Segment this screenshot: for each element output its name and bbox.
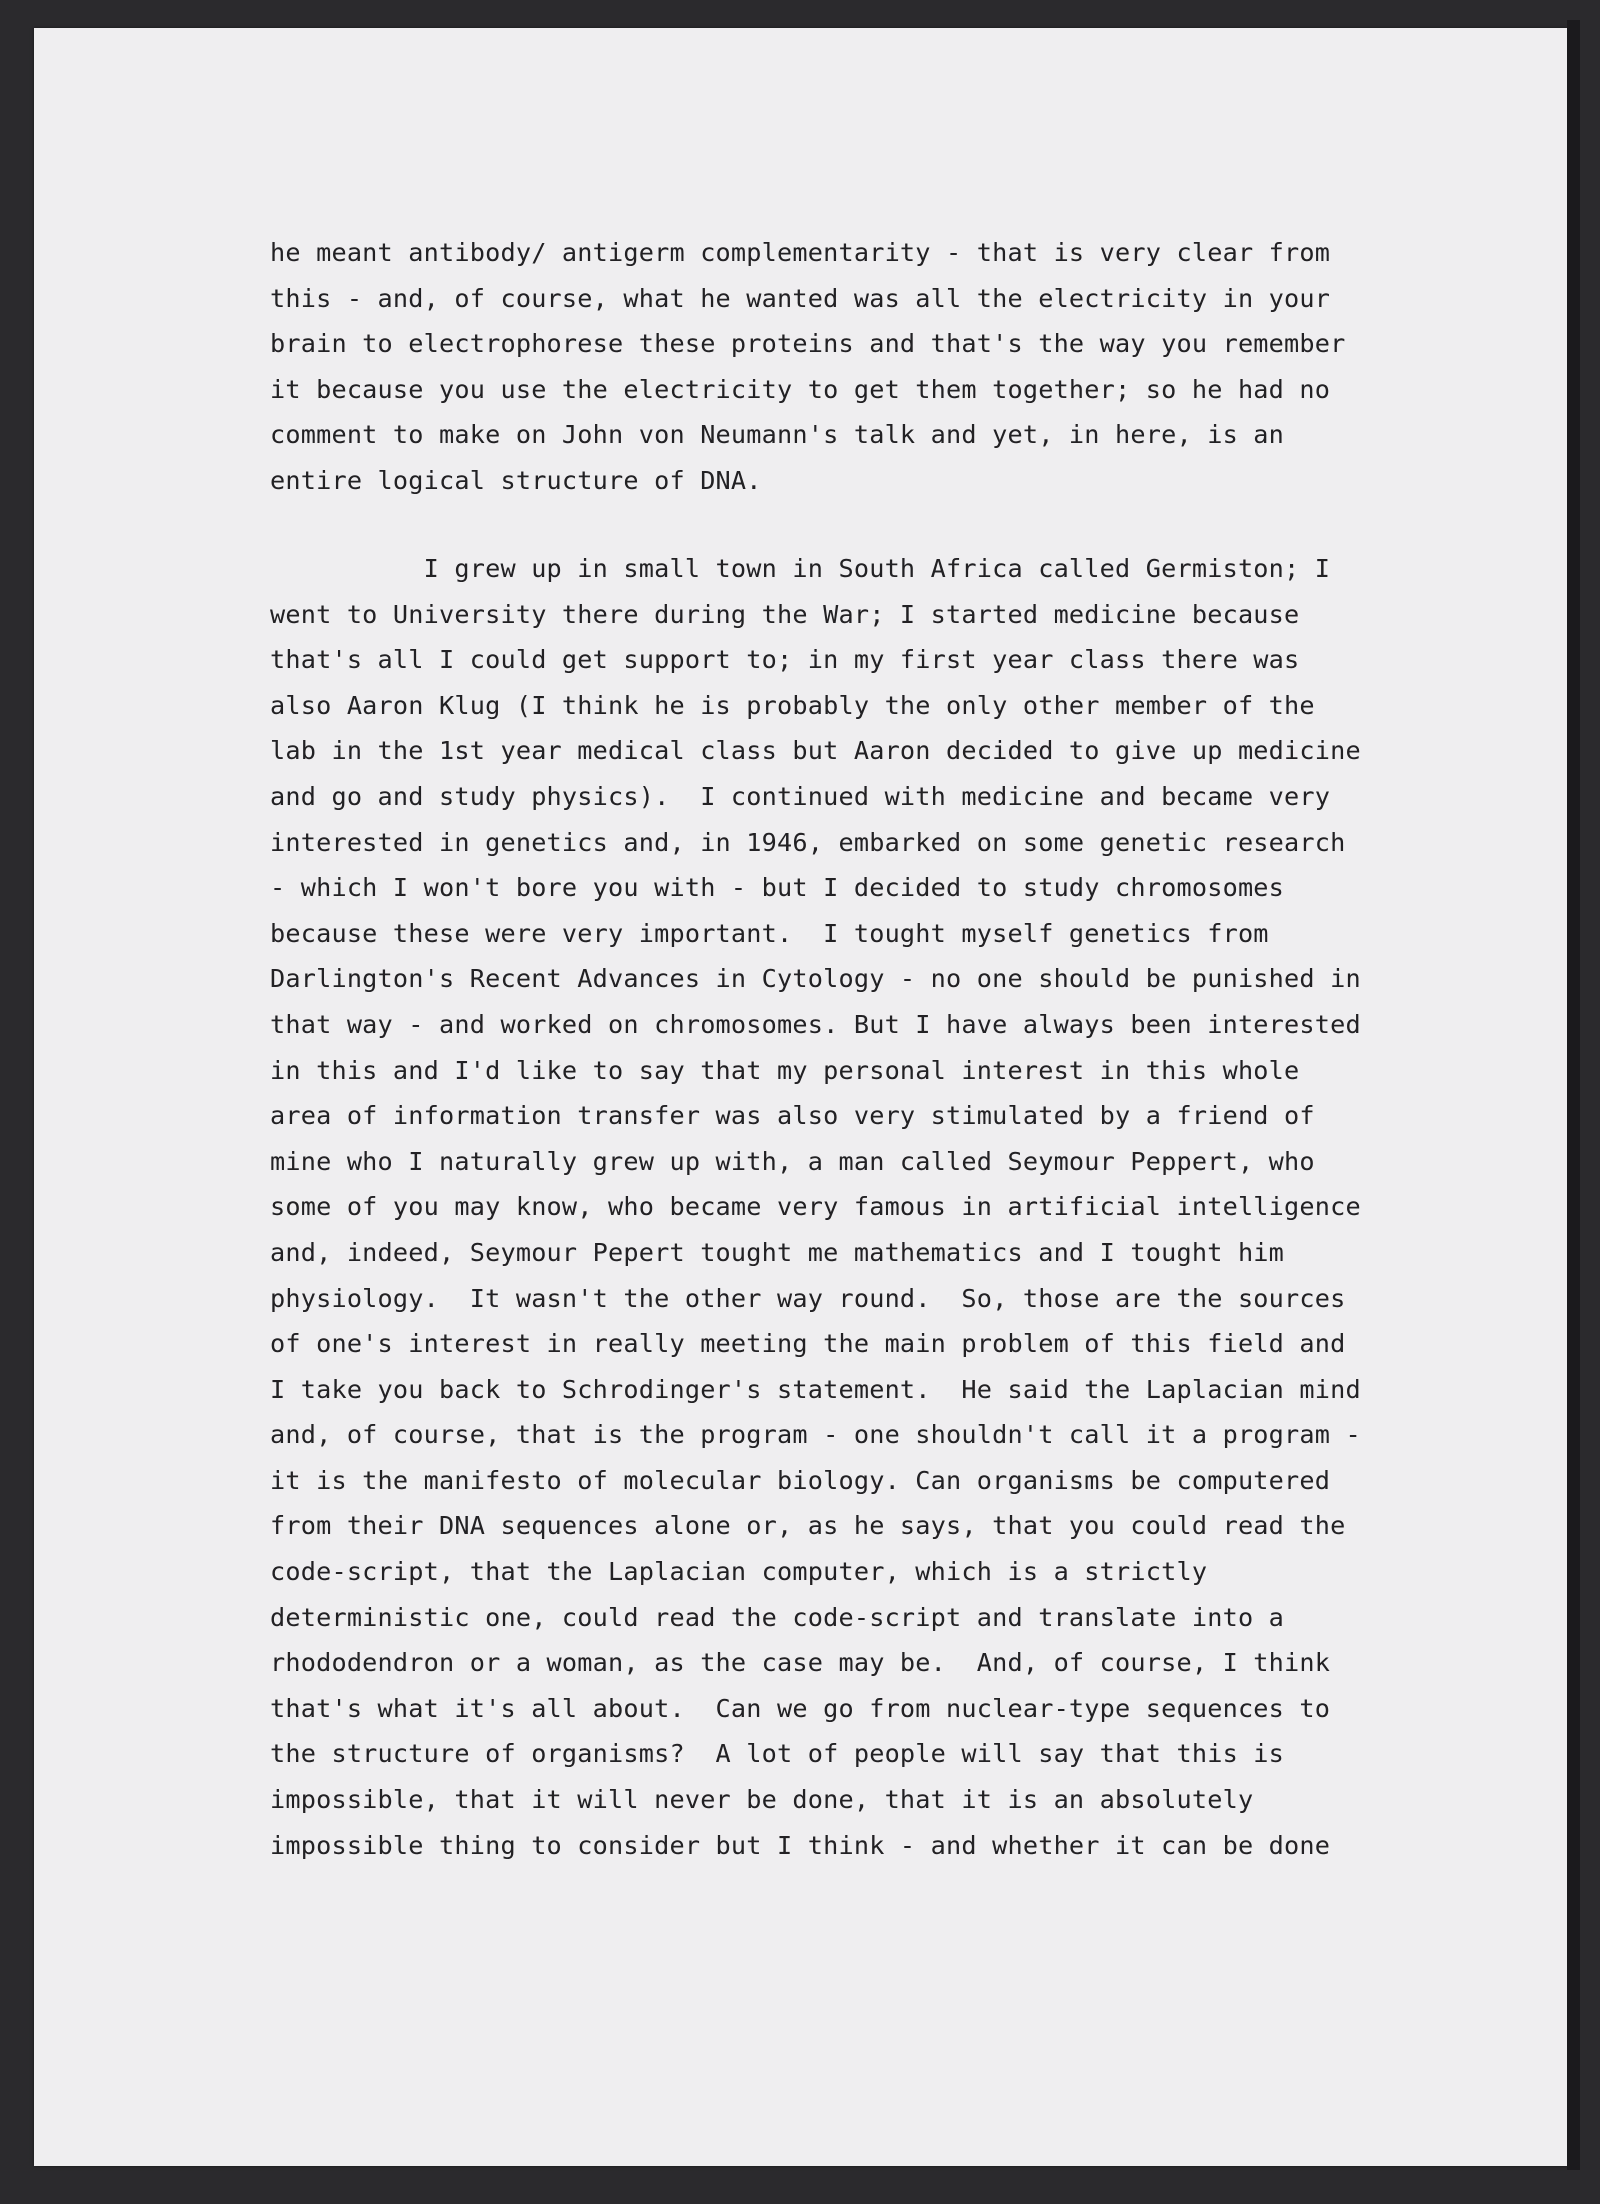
- text-line: rhododendron or a woman, as the case may be. And, of course, I think: [270, 1648, 1331, 1678]
- text-line: that's all I could get support to; in my first year class there was: [270, 645, 1300, 675]
- text-line: that's what it's all about. Can we go from nuclear-type sequences to: [270, 1693, 1331, 1723]
- text-line: of one's interest in really meeting the main problem of this field and: [270, 1329, 1346, 1359]
- text-line: went to University there during the War; I started medicine because: [270, 599, 1300, 629]
- text-line: the structure of organisms? A lot of people will say that this is: [270, 1739, 1285, 1769]
- text-line: and, indeed, Seymour Pepert tought me mathematics and I tought him: [270, 1237, 1285, 1267]
- text-line: lab in the 1st year medical class but Aaron decided to give up medicine: [270, 736, 1361, 766]
- paragraph-2: [270, 546, 1400, 1868]
- text-line: he meant antibody/ antigerm complementarity - that is very clear from: [270, 238, 1331, 267]
- text-line: interested in genetics and, in 1946, embarked on some genetic research: [270, 827, 1346, 857]
- text-line: deterministic one, could read the code-script and translate into a: [270, 1602, 1285, 1632]
- text-line: I take you back to Schrodinger's statement. He said the Laplacian mind: [270, 1374, 1361, 1404]
- text-line: impossible thing to consider but I think - and whether it can be done: [270, 1830, 1331, 1860]
- text-line: because these were very important. I tought myself genetics from: [270, 918, 1269, 948]
- paragraph-1: [270, 230, 1400, 504]
- text-line: it is the manifesto of molecular biology. Can organisms be computered: [270, 1465, 1331, 1495]
- text-line: that way - and worked on chromosomes. But I have always been interested: [270, 1009, 1361, 1039]
- page-edge-shadow: [1567, 20, 1580, 2170]
- text-line: Darlington's Recent Advances in Cytology - no one should be punished in: [270, 964, 1361, 994]
- text-line: impossible, that it will never be done, that it is an absolutely: [270, 1785, 1254, 1815]
- text-line: in this and I'd like to say that my personal interest in this whole: [270, 1055, 1300, 1085]
- text-line: it because you use the electricity to get them together; so he had no: [270, 374, 1331, 404]
- text-line: and, of course, that is the program - one shouldn't call it a program -: [270, 1420, 1361, 1450]
- text-line: brain to electrophorese these proteins and that's the way you remember: [270, 329, 1346, 359]
- text-line: physiology. It wasn't the other way round. So, those are the sources: [270, 1283, 1346, 1313]
- text-line: and go and study physics). I continued with medicine and became very: [270, 781, 1331, 811]
- text-line: mine who I naturally grew up with, a man called Seymour Peppert, who: [270, 1146, 1315, 1176]
- text-line: some of you may know, who became very famous in artificial intelligence: [270, 1192, 1361, 1222]
- text-line: - which I won't bore you with - but I decided to study chromosomes: [270, 873, 1285, 903]
- text-line: comment to make on John von Neumann's talk and yet, in here, is an: [270, 420, 1285, 450]
- text-line: I grew up in small town in South Africa called Germiston; I: [270, 554, 1331, 583]
- text-line: area of information transfer was also very stimulated by a friend of: [270, 1101, 1315, 1131]
- text-line: this - and, of course, what he wanted was all the electricity in your: [270, 283, 1331, 313]
- text-line: from their DNA sequences alone or, as he says, that you could read the: [270, 1511, 1346, 1541]
- text-line: code-script, that the Laplacian computer, which is a strictly: [270, 1557, 1208, 1587]
- text-line: also Aaron Klug (I think he is probably the only other member of the: [270, 690, 1315, 720]
- text-line: entire logical structure of DNA.: [270, 465, 762, 495]
